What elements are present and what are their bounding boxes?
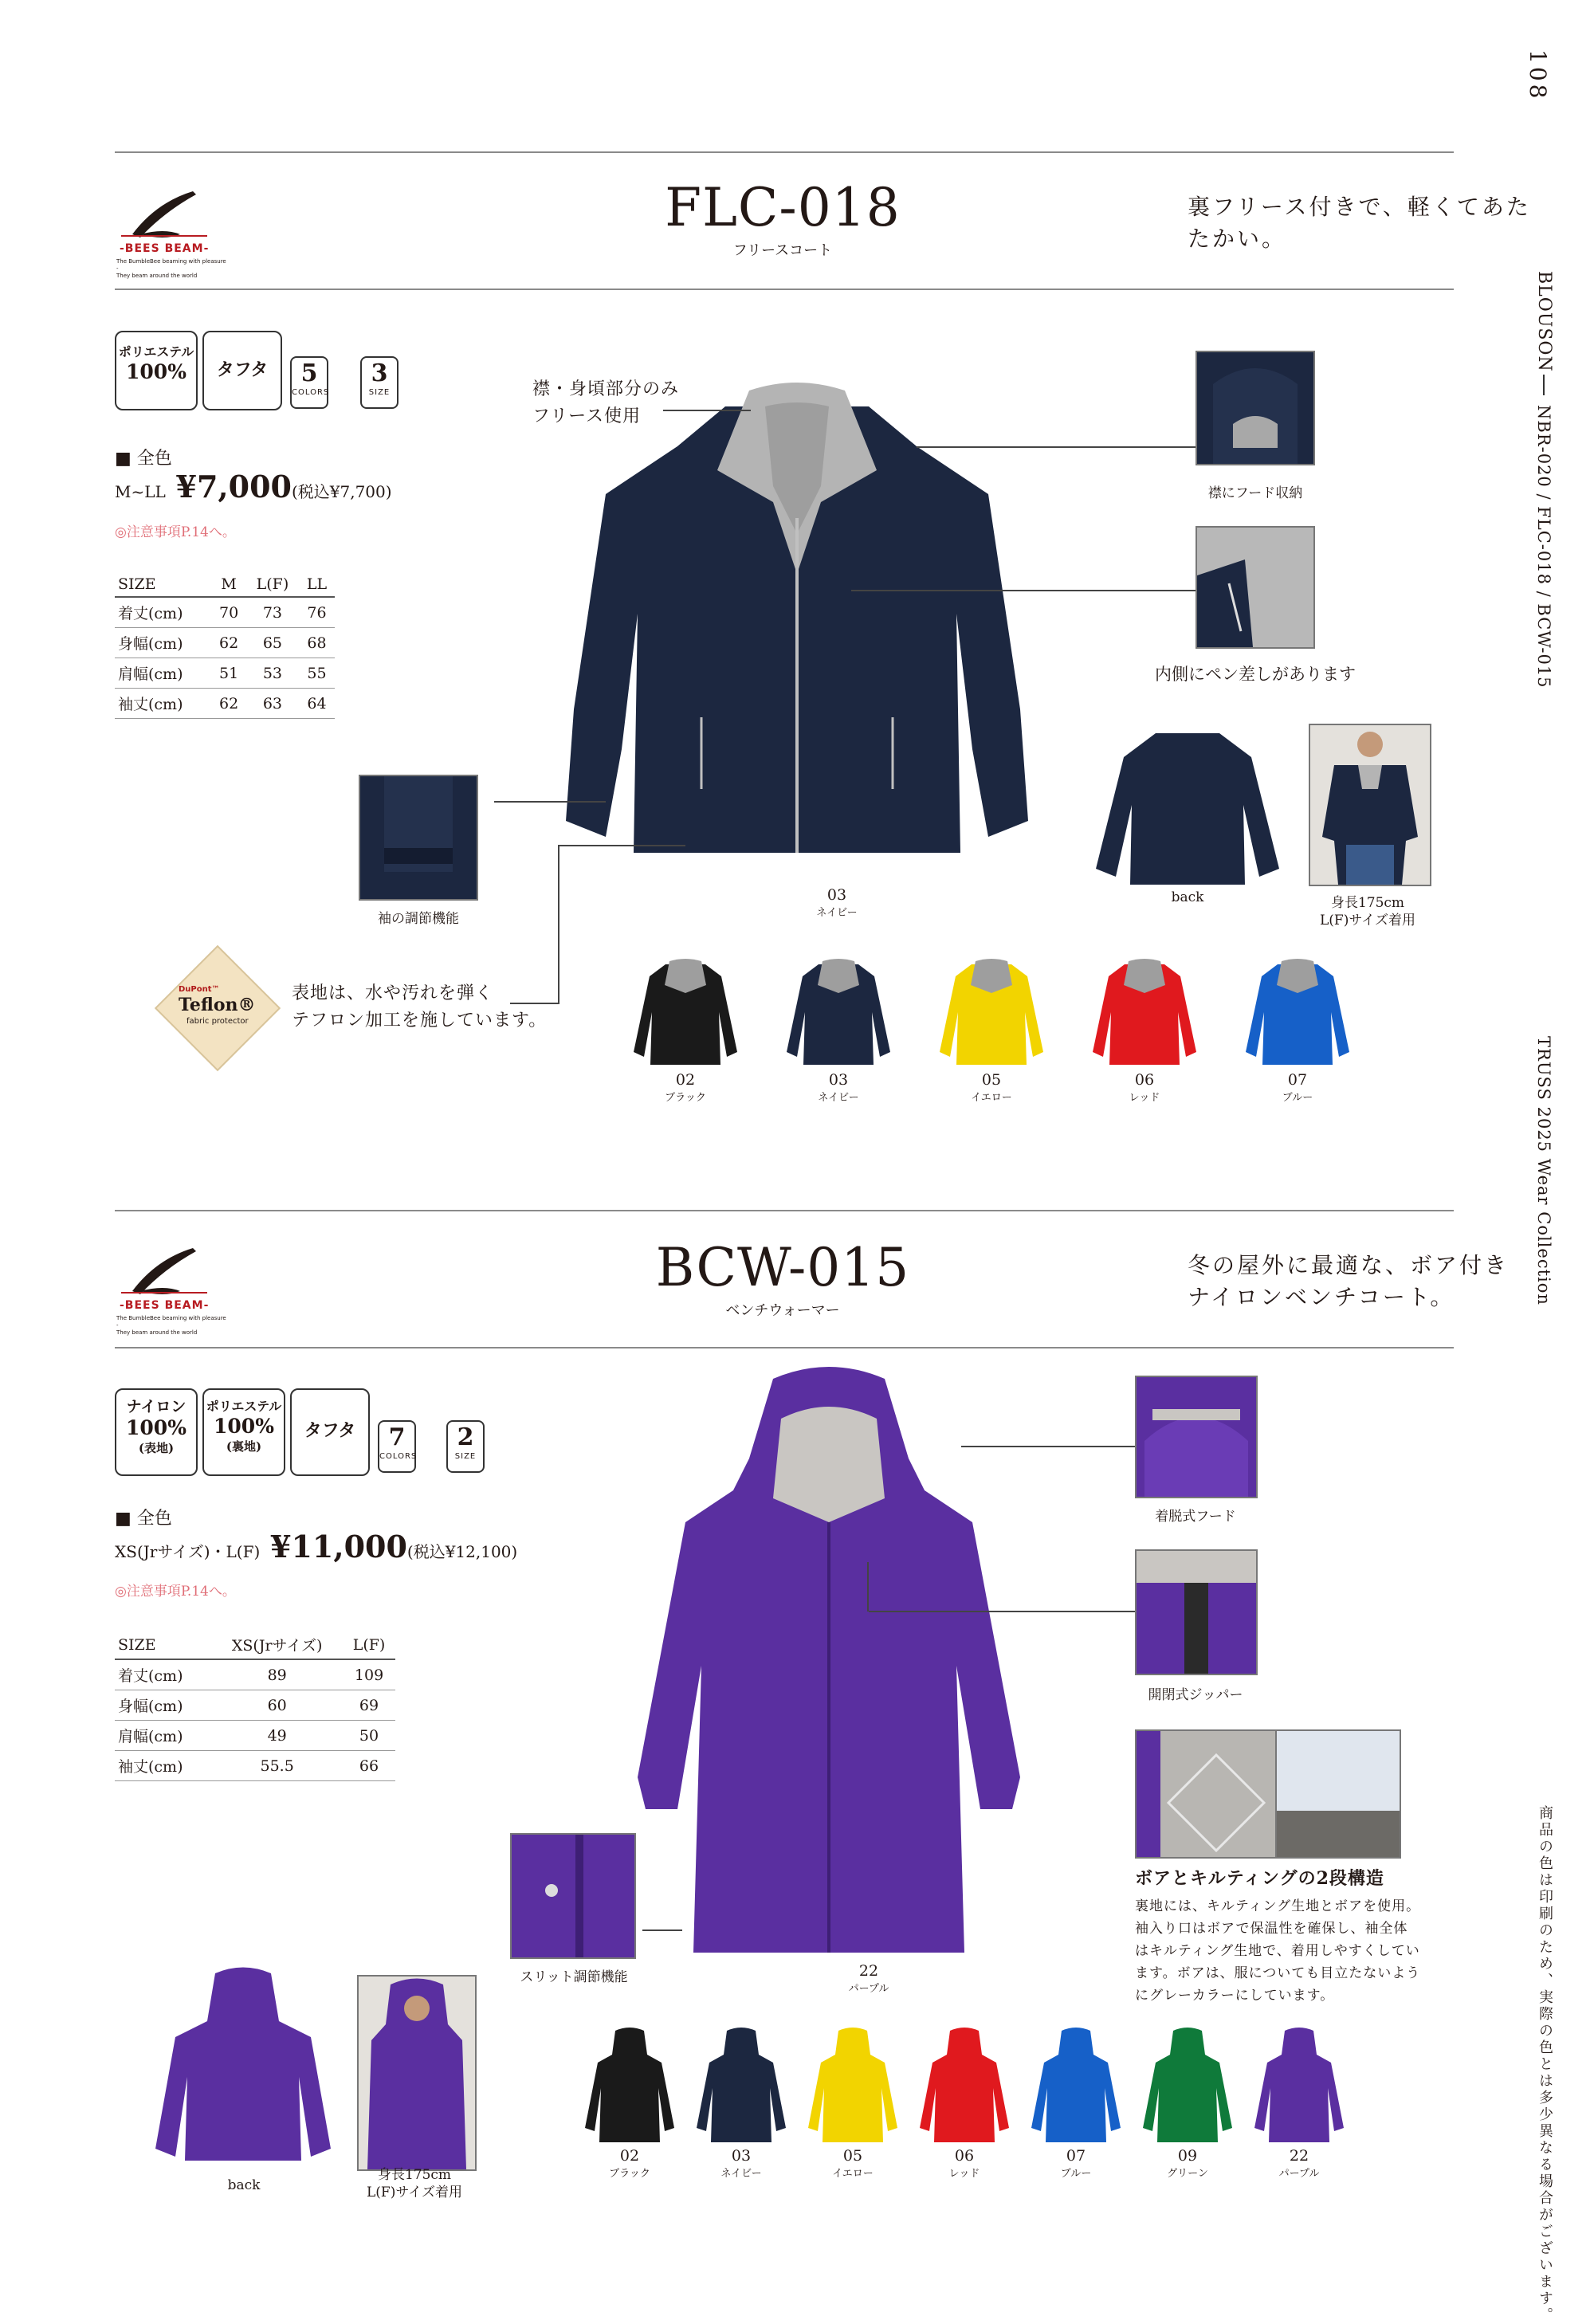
brand-logo-2	[116, 1242, 226, 1337]
fleece-leader-line	[663, 410, 751, 411]
variant-code: 03	[731, 2147, 752, 2165]
variant-label	[917, 2147, 1012, 2180]
hood-leader-line-2	[961, 1446, 1135, 1447]
pen-pocket-detail-image	[1196, 526, 1315, 649]
price-line: M~LL ¥7,000(税込¥7,700)	[115, 469, 392, 504]
flc-main-jacket-image	[558, 375, 1036, 885]
variant-item	[1242, 956, 1353, 1104]
variant-code: 07	[1066, 2147, 1086, 2165]
all-colors-label-2: ■ 全色	[115, 1509, 172, 1529]
colors-count-badge: 5 COLORS	[290, 356, 328, 409]
variant-item	[1089, 956, 1200, 1104]
caution-note-2: ◎注意事項P.14へ。	[115, 1584, 236, 1600]
variant-item	[1140, 2024, 1235, 2180]
zipper-detail-image	[1135, 1549, 1258, 1675]
variant-code: 09	[1177, 2147, 1198, 2165]
main-color-label-2: 22 パープル	[848, 1962, 889, 1995]
cuff-leader-line	[494, 801, 606, 803]
variant-item	[693, 2024, 789, 2180]
bcw-model-photo	[357, 1975, 477, 2171]
variant-label	[1250, 1071, 1345, 1104]
hood-caption: 襟にフード収納	[1207, 485, 1303, 501]
slit-caption: スリット調節機能	[520, 1969, 628, 1985]
flc-model-photo	[1309, 724, 1431, 886]
side-catalog: TRUSS 2025 Wear Collection	[1534, 1036, 1553, 1305]
boa-description: 裏地には、キルティング生地とボアを使用。 袖入り口はボアで保温性を確保し、袖全体 はキルティング生地で、着用しやすくしてい ます。ボアは、服についても目立たないよう にグレーカラーにしています。	[1135, 1898, 1421, 2004]
variant-code: 05	[981, 1071, 1002, 1089]
section-header-rule	[115, 289, 1454, 290]
fabric-badge-2: タフタ	[290, 1388, 370, 1476]
variant-label	[805, 2147, 901, 2180]
variant-swatch-image	[805, 2024, 901, 2144]
zipper-leader-v	[867, 1562, 869, 1611]
variant-color-name: パープル	[1278, 2168, 1320, 2180]
main-color-label: 03 ネイビー	[816, 886, 858, 919]
variant-code: 05	[842, 2147, 863, 2165]
zipper-leader-line	[869, 1611, 1135, 1612]
outer-material-badge: ナイロン 100% (表地)	[115, 1388, 198, 1476]
variant-item	[582, 2024, 677, 2180]
variant-label	[791, 1071, 886, 1104]
brand-tagline: The BumbleBee beaming with pleasure - They beam around the world	[116, 1315, 226, 1336]
all-colors-label: ■ 全色	[115, 449, 172, 469]
variant-swatch-image	[582, 2024, 677, 2144]
teflon-leader-top	[558, 845, 685, 846]
price-line-2: XS(Jrサイズ)・L(F) ¥11,000(税込¥12,100)	[115, 1529, 518, 1564]
price-tax: (税込¥12,100)	[406, 1542, 518, 1561]
variant-color-name: レッド	[948, 2168, 980, 2180]
model-tagline-2: 冬の屋外に最適な、ボア付き ナイロンベンチコート。	[1188, 1252, 1510, 1310]
bcw-model-caption: 身長175cm L(F)サイズ着用	[367, 2167, 462, 2200]
lining-material-badge: ポリエステル 100% (裏地)	[202, 1388, 285, 1476]
variant-code: 06	[1134, 1071, 1155, 1089]
variant-color-name: ブルー	[1282, 1092, 1313, 1104]
teflon-leader-h	[510, 1003, 559, 1004]
boa-detail-image-1	[1135, 1729, 1280, 1859]
bcw-main-coat-image	[622, 1363, 1036, 1969]
variant-label	[1028, 2147, 1124, 2180]
variant-swatch-image	[693, 2024, 789, 2144]
variant-code: 02	[675, 1071, 696, 1089]
bee-logo-icon	[116, 185, 212, 249]
brand-name: -BEES BEAM-	[120, 242, 210, 255]
price: ¥11,000	[270, 1529, 407, 1564]
model-name: フリースコート	[732, 242, 833, 259]
variant-item	[1028, 2024, 1124, 2180]
caution-note: ◎注意事項P.14へ。	[115, 524, 236, 540]
variant-swatch-image	[783, 956, 894, 1068]
colors-count-badge-2: 7 COLORS	[378, 1420, 416, 1473]
boa-title: ボアとキルティングの2段構造	[1135, 1868, 1384, 1889]
variant-swatch-image	[936, 956, 1047, 1068]
variant-item	[917, 2024, 1012, 2180]
detachable-hood-detail-image	[1135, 1376, 1258, 1498]
variant-color-name: グリーン	[1167, 2168, 1208, 2180]
table-row: 着丈(cm) 70 73 76	[115, 597, 335, 628]
variant-swatch-image	[1089, 956, 1200, 1068]
variant-color-name: ブルー	[1060, 2168, 1092, 2180]
variant-label	[944, 1071, 1039, 1104]
variant-item	[805, 2024, 901, 2180]
material-badge: ポリエステル 100%	[115, 331, 198, 410]
side-models: NBR-020 / FLC-018 / BCW-015	[1534, 405, 1553, 689]
table-row: 身幅(cm) 60 69	[115, 1690, 395, 1721]
boa-detail-image-2	[1275, 1729, 1401, 1859]
side-disclaimer: 商品の色は印刷のため、実際の色とは多少異なる場合がございます。	[1537, 1805, 1553, 2324]
variant-color-name: ネイビー	[818, 1092, 859, 1104]
variant-code: 03	[828, 1071, 849, 1089]
section-header-rule-2	[115, 1347, 1454, 1348]
zipper-caption: 開閉式ジッパー	[1148, 1687, 1243, 1703]
variant-code: 22	[1289, 2147, 1309, 2165]
side-category: BLOUSON	[1534, 271, 1554, 372]
price-tax: (税込¥7,700)	[291, 482, 392, 501]
table-row: 袖丈(cm) 55.5 66	[115, 1751, 395, 1781]
model-name-2: ベンチウォーマー	[725, 1302, 840, 1319]
model-number-2: BCW-015	[655, 1237, 910, 1298]
variant-item	[630, 956, 741, 1104]
teflon-callout: 表地は、水や汚れを弾く テフロン加工を施しています。	[292, 983, 548, 1030]
table-row: 肩幅(cm) 49 50	[115, 1721, 395, 1751]
size-count-badge: 3 SIZE	[360, 356, 398, 409]
table-header-row: SIZE M L(F) LL	[115, 572, 335, 597]
side-divider	[1543, 375, 1545, 395]
hood-leader-line	[917, 446, 1196, 448]
variant-item	[783, 956, 894, 1104]
variant-swatch-image	[1251, 2024, 1347, 2144]
brand-tagline: The BumbleBee beaming with pleasure - They beam around the world	[116, 258, 226, 279]
detachable-hood-caption: 着脱式フード	[1155, 1509, 1236, 1525]
slit-leader-line	[642, 1929, 682, 1931]
size-count-badge-2: 2 SIZE	[446, 1420, 485, 1473]
variant-label	[1140, 2147, 1235, 2180]
variant-label	[638, 1071, 733, 1104]
flc-back-image	[1092, 725, 1283, 893]
bcw-back-label: back	[227, 2177, 261, 2193]
bee-logo-icon	[116, 1242, 212, 1305]
variant-swatch-image	[1140, 2024, 1235, 2144]
cuff-caption: 袖の調節機能	[378, 911, 459, 927]
pen-leader-line	[851, 590, 1196, 591]
teflon-leader-v	[558, 845, 559, 1004]
variant-color-name: イエロー	[832, 2168, 874, 2180]
model-number: FLC-018	[665, 177, 901, 238]
variant-color-name: ネイビー	[720, 2168, 762, 2180]
variant-color-name: ブラック	[609, 2168, 650, 2180]
hood-detail-image	[1196, 351, 1315, 465]
variant-color-name: レッド	[1129, 1092, 1160, 1104]
table-row: 肩幅(cm) 51 53 55	[115, 658, 335, 689]
flc-back-label: back	[1171, 889, 1204, 905]
brand-name: -BEES BEAM-	[120, 1299, 210, 1312]
size-table-2	[115, 1631, 395, 1781]
table-row: 身幅(cm) 62 65 68	[115, 628, 335, 658]
variant-label	[582, 2147, 677, 2180]
variant-item	[1251, 2024, 1347, 2180]
variant-swatch-image	[630, 956, 741, 1068]
fleece-callout: 襟・身頃部分のみ フリース使用	[532, 379, 680, 426]
brand-logo	[116, 185, 226, 281]
slit-detail-image	[510, 1833, 636, 1959]
variant-label	[1097, 1071, 1192, 1104]
variant-code: 06	[954, 2147, 975, 2165]
teflon-logo: DuPont™ Teflon® fabric protector	[150, 940, 285, 1076]
price: ¥7,000	[175, 469, 292, 504]
fabric-badge: タフタ	[202, 331, 282, 410]
table-row: 袖丈(cm) 62 63 64	[115, 689, 335, 719]
flc-model-caption: 身長175cm L(F)サイズ着用	[1320, 895, 1415, 928]
variant-swatch-image	[917, 2024, 1012, 2144]
variant-label	[693, 2147, 789, 2180]
page-number: 108	[1525, 49, 1551, 102]
variant-label	[1251, 2147, 1347, 2180]
table-header-row: SIZE XS(Jrサイズ) L(F)	[115, 1631, 395, 1659]
section-top-rule-2	[115, 1210, 1454, 1211]
variant-color-name: イエロー	[971, 1092, 1012, 1104]
section-top-rule	[115, 151, 1454, 153]
size-table	[115, 572, 335, 719]
cuff-detail-image	[359, 775, 478, 901]
variant-code: 07	[1287, 1071, 1308, 1089]
variant-color-name: ブラック	[665, 1092, 706, 1104]
variant-swatch-image	[1028, 2024, 1124, 2144]
pen-caption: 内側にペン差しがあります	[1155, 665, 1356, 684]
variant-swatch-image	[1242, 956, 1353, 1068]
variant-code: 02	[619, 2147, 640, 2165]
table-row: 着丈(cm) 89 109	[115, 1659, 395, 1690]
bcw-back-image	[151, 1965, 335, 2173]
variant-item	[936, 956, 1047, 1104]
model-tagline: 裏フリース付きで、軽くてあた たかい。	[1188, 194, 1531, 252]
